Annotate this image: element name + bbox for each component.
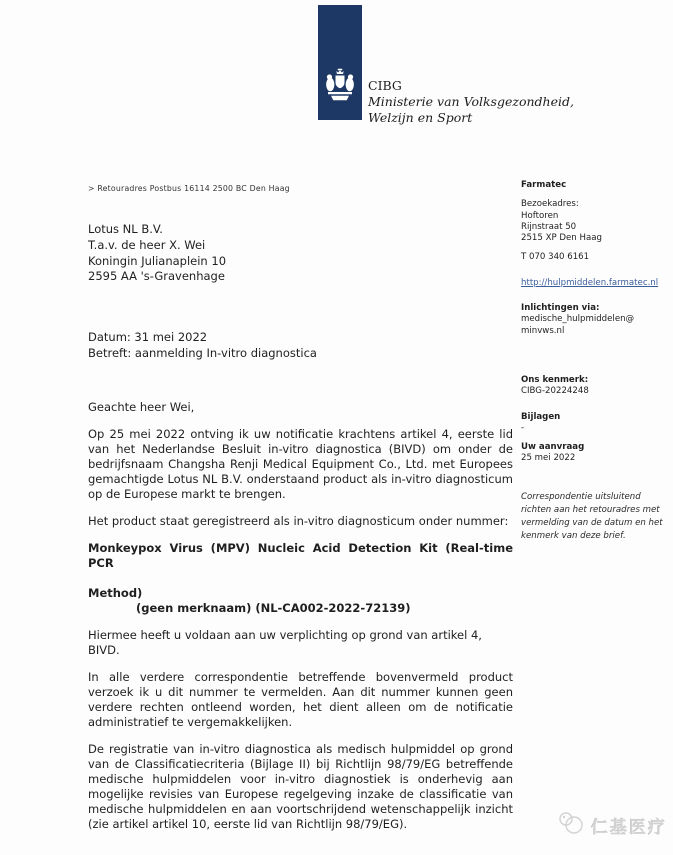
paragraph-registered-intro: Het product staat geregistreerd als in-vitro diagnosticum onder nummer:	[88, 514, 509, 528]
request-date: 25 mei 2022	[521, 453, 576, 464]
reference-number: CIBG-20224248	[521, 386, 589, 397]
sidebar-department: Farmatec	[521, 180, 567, 190]
phone-number: T 070 340 6161	[521, 252, 590, 263]
product-registration-number: (geen merknaam) (NL-CA002-2022-72139)	[136, 601, 411, 615]
inquiries-email-line: medische_hulpmiddelen@	[521, 314, 635, 325]
correspondence-note: Correspondentie uitsluitend richten aan het retouradres met vermelding van de datum en het kenmerk van deze brief.	[521, 491, 663, 541]
paragraph-correspondence-number: In alle verdere correspondentie betreffende bovenvermeld product verzoek ik u dit nummer te vermelden. Aan dit nummer kunnen geen verdere rechten ontleend worden, het dient alleen om de notificatie administratief te vergemakkelijken.	[88, 670, 513, 729]
rijksoverheid-banner	[318, 5, 362, 120]
product-name-line-2: Method)	[88, 586, 143, 600]
subject-line: Betreft: aanmelding In-vitro diagnostica	[88, 345, 317, 360]
request-label: Uw aanvraag	[521, 442, 585, 453]
renji-logo-icon	[556, 810, 586, 840]
recipient-address	[88, 222, 226, 285]
paragraph-notification: Op 25 mei 2022 ontving ik uw notificatie krachtens artikel 4, eerste lid van het Nederlandse Besluit in-vitro diagnostica (BIVD) om onder de bedrijfsnaam Changsha Renji Medical Equipment Co., Ltd. met Europees gemachtigde Lotus NL B.V. onderstaand product als in-vitro diagnosticum op de Europese markt te brengen.	[88, 427, 513, 501]
attachments-label: Bijlagen	[521, 411, 561, 422]
org-name: CIBG	[368, 78, 402, 93]
return-address: > Retouradres Postbus 16114 2500 BC Den Haag	[88, 184, 290, 193]
visit-address-line: 2515 XP Den Haag	[521, 233, 602, 244]
visit-address-line: Rijnstraat 50	[521, 221, 577, 232]
product-registration	[88, 541, 513, 616]
visit-address-line: Hoftoren	[521, 210, 559, 221]
inquiries-email-line: minvws.nl	[521, 325, 565, 336]
date-line: Datum: 31 mei 2022	[88, 330, 208, 344]
ministry-line-1: Ministerie van Volksgezondheid,	[368, 94, 574, 109]
product-name-line-1: Monkeypox Virus (MPV) Nucleic Acid Detection Kit (Real-time PCR	[88, 541, 513, 570]
paragraph-obligation: Hiermee heeft u voldaan aan uw verplichting op grond van artikel 4, BIVD.	[88, 628, 482, 657]
paragraph-classification: De registratie van in-vitro diagnostica als medisch hulpmiddel op grond van de Classificatiecriteria (Bijlage II) bij Richtlijn 98/79/EG betreffende medische hulpmiddelen voor in-vitro diagnostiek is onderhevig aan mogelijke revisies van Europese regelgeving inzake de classificatie van medische hulpmiddelen en aan voortschrijdend wetenschappelijk inzicht (zie artikel artikel 10, eerste lid van Richtlijn 98/79/EG).	[88, 742, 513, 831]
visit-address-label: Bezoekadres:	[521, 199, 579, 210]
watermark-text: 仁基医疗	[591, 817, 667, 838]
letter-body	[88, 400, 513, 844]
ministry-line-2: Welzijn en Sport	[368, 110, 473, 125]
recipient-line: T.a.v. de heer X. Wei	[88, 237, 206, 252]
reference-label: Ons kenmerk:	[521, 374, 589, 385]
company-watermark	[556, 810, 667, 840]
inquiries-label: Inlichtingen via:	[521, 303, 600, 314]
coat-of-arms-icon	[325, 68, 355, 114]
attachments-value: -	[521, 422, 525, 433]
salutation: Geachte heer Wei,	[88, 400, 195, 414]
recipient-line: Koningin Julianaplein 10	[88, 253, 227, 268]
recipient-line: Lotus NL B.V.	[88, 222, 163, 236]
recipient-line: 2595 AA 's-Gravenhage	[88, 269, 225, 284]
letterhead-text	[368, 78, 574, 126]
farmatec-website-link[interactable]: http://hulpmiddelen.farmatec.nl	[521, 277, 659, 288]
letter-meta	[88, 330, 317, 361]
sidebar-contact-info	[521, 180, 663, 543]
